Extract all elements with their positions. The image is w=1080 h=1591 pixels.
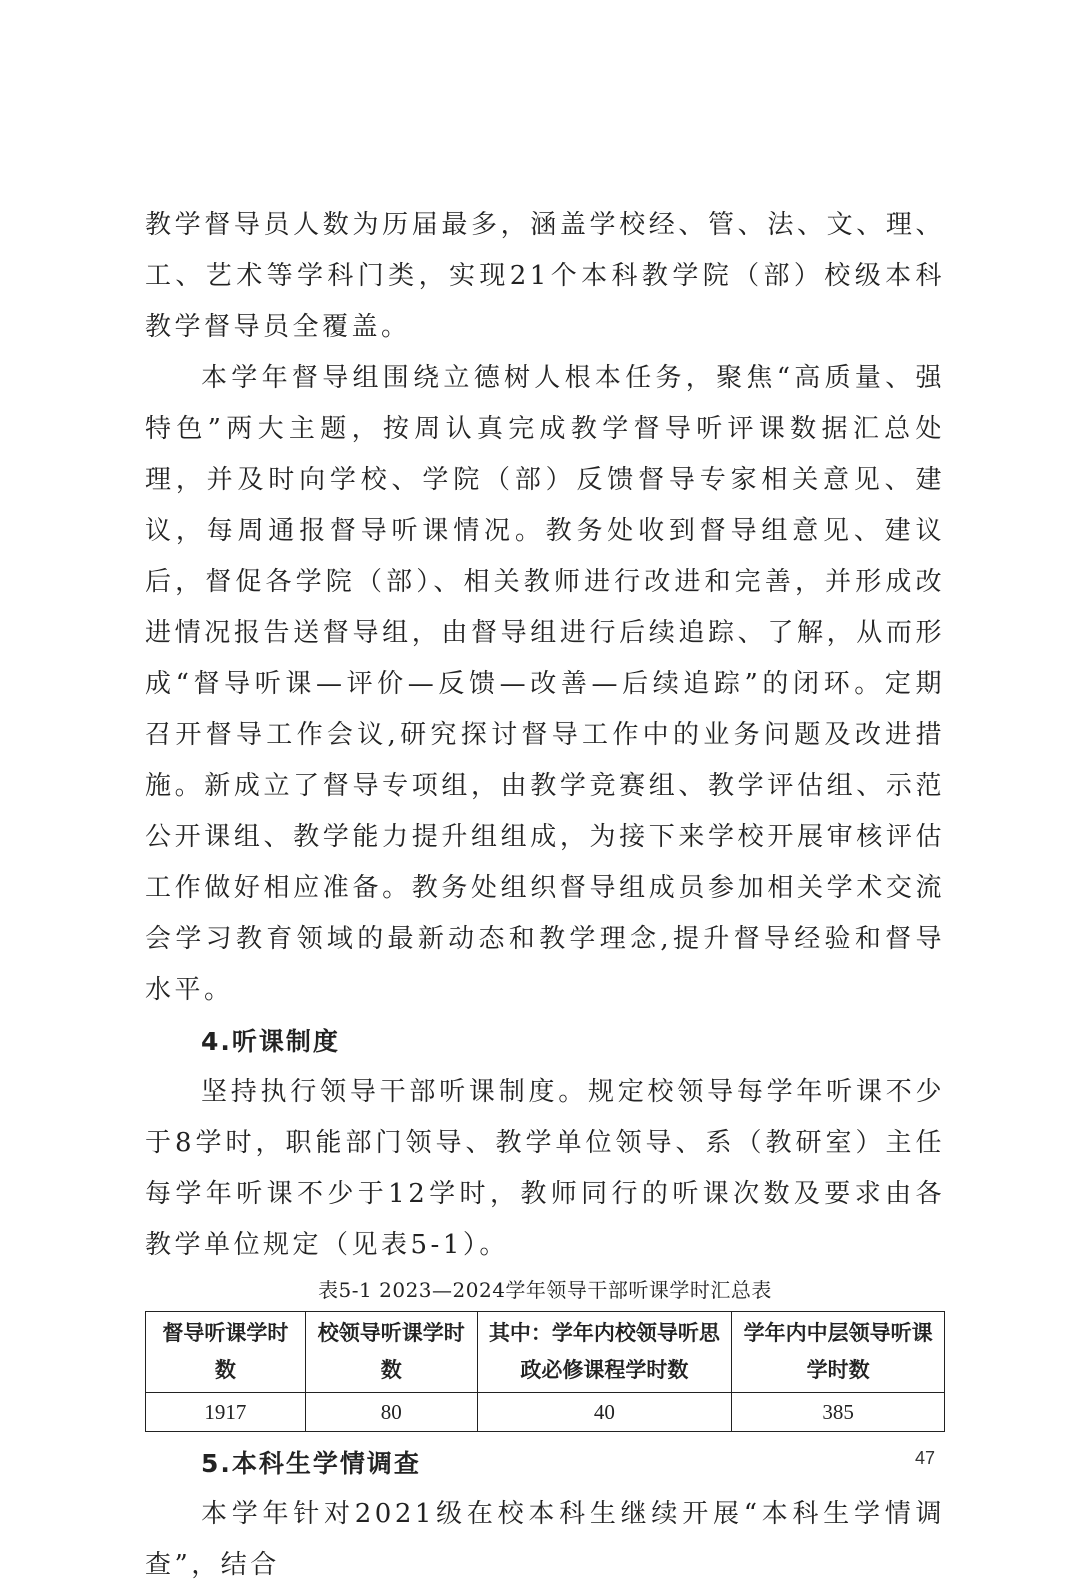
page-content	[145, 200, 945, 1591]
page-number: 47	[915, 1448, 936, 1468]
table-cell: 40	[477, 1393, 732, 1432]
paragraph-survey: 本学年针对2021级在校本科生继续开展“本科生学情调查”，结合	[145, 1499, 945, 1580]
table-header-row	[146, 1312, 945, 1393]
table-header-cell: 督导听课学时数	[146, 1312, 306, 1393]
table-header-cell: 其中：学年内校领导听思政必修课程学时数	[477, 1312, 732, 1393]
table-header-cell: 校领导听课学时数	[305, 1312, 477, 1393]
section-heading-5: 5.本科生学情调查	[201, 1449, 421, 1478]
table-header-cell: 学年内中层领导听课学时数	[732, 1312, 945, 1393]
section-heading-4: 4.听课制度	[201, 1027, 340, 1056]
paragraph-lecture-system: 坚持执行领导干部听课制度。规定校领导每学年听课不少于8学时，职能部门领导、教学单位领导、系（教研室）主任每学年听课不少于12学时，教师同行的听课次数及要求由各教学单位规定（见表5-1）。	[145, 1077, 945, 1260]
table-cell: 1917	[146, 1393, 306, 1432]
paragraph-supervision-work: 本学年督导组围绕立德树人根本任务，聚焦“高质量、强特色”两大主题，按周认真完成教学督导听评课数据汇总处理，并及时向学校、学院（部）反馈督导专家相关意见、建议，每周通报督导听课情况。教务处收到督导组意见、建议后，督促各学院（部）、相关教师进行改进和完善，并形成改进情况报告送督导组，由督导组进行后续追踪、了解，从而形成“督导听课—评价—反馈—改善—后续追踪”的闭环。定期召开督导工作会议,研究探讨督导工作中的业务问题及改进措施。新成立了督导专项组，由教学竞赛组、教学评估组、示范公开课组、教学能力提升组组成，为接下来学校开展审核评估工作做好相应准备。教务处组织督导组成员参加相关学术交流会学习教育领域的最新动态和教学理念,提升督导经验和督导水平。	[145, 363, 945, 1005]
table-row	[146, 1393, 945, 1432]
table-cell: 385	[732, 1393, 945, 1432]
table-caption: 表5-1 2023—2024学年领导干部听课学时汇总表	[318, 1278, 772, 1302]
lecture-hours-table	[145, 1311, 945, 1432]
paragraph-continuation: 教学督导员人数为历届最多，涵盖学校经、管、法、文、理、工、艺术等学科门类，实现21个本科教学院（部）校级本科教学督导员全覆盖。	[145, 210, 945, 342]
table-cell: 80	[305, 1393, 477, 1432]
